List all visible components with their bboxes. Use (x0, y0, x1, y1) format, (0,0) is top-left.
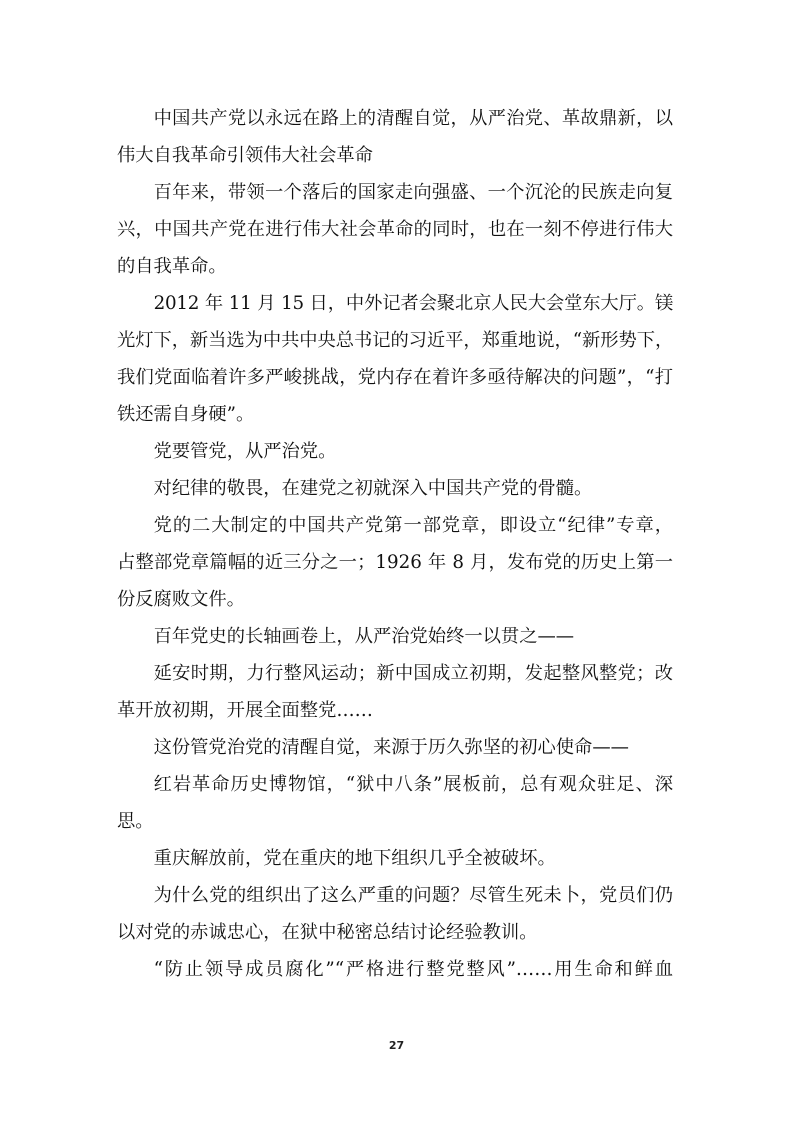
text-line: 以对党的赤诚忠心，在狱中秘密总结讨论经验教训。 (117, 922, 538, 943)
text-line: 党要管党，从严治党。 (153, 441, 337, 462)
text-line: 的自我革命。 (117, 256, 227, 277)
text-line: 为什么党的组织出了这么严重的问题？尽管生死未卜，党员们仍 (153, 885, 673, 906)
paragraph-title (117, 100, 673, 174)
text-line: 份反腐败文件。 (117, 589, 245, 610)
text-line: 延安时期，力行整风运动；新中国成立初期，发起整风整党；改 (153, 663, 673, 684)
text-line: 兴，中国共产党在进行伟大社会革命的同时，也在一刻不停进行伟大 (117, 219, 673, 240)
paragraph (117, 729, 673, 766)
text-line: 占整部党章篇幅的近三分之一；1926 年 8 月，发布党的历史上第一 (117, 552, 673, 573)
paragraph-continued (117, 951, 673, 988)
paragraph (117, 618, 673, 655)
paragraph (117, 433, 673, 470)
paragraph (117, 655, 673, 729)
body-text (117, 100, 673, 988)
text-line: 对纪律的敬畏，在建党之初就深入中国共产党的骨髓。 (153, 478, 593, 499)
paragraph (117, 766, 673, 840)
text-line: 百年来，带领一个落后的国家走向强盛、一个沉沦的民族走向复 (153, 182, 673, 203)
text-line: 党的二大制定的中国共产党第一部党章，即设立“纪律”专章， (153, 515, 673, 536)
paragraph (117, 285, 673, 433)
text-line: 百年党史的长轴画卷上，从严治党始终一以贯之—— (153, 626, 575, 647)
text-line: “防止领导成员腐化”“严格进行整党整风”……用生命和鲜血 (153, 959, 673, 980)
text-line: 2012 年 11 月 15 日，中外记者会聚北京人民大会堂东大厅。镁 (153, 293, 673, 314)
paragraph (117, 840, 673, 877)
text-line: 铁还需自身硬”。 (117, 404, 255, 425)
text-line: 这份管党治党的清醒自觉，来源于历久弥坚的初心使命—— (153, 737, 629, 758)
page-number: 27 (388, 1039, 405, 1052)
text-line: 中国共产党以永远在路上的清醒自觉，从严治党、革故鼎新，以 (153, 108, 673, 129)
text-line: 思。 (117, 811, 154, 832)
paragraph (117, 877, 673, 951)
text-line: 我们党面临着许多严峻挑战，党内存在着许多亟待解决的问题”，“打 (117, 367, 673, 388)
text-line: 光灯下，新当选为中共中央总书记的习近平，郑重地说，“新形势下， (117, 330, 673, 351)
text-line: 伟大自我革命引领伟大社会革命 (117, 145, 373, 166)
text-line: 红岩革命历史博物馆，“狱中八条”展板前，总有观众驻足、深 (153, 774, 673, 795)
text-line: 革开放初期，开展全面整党…… (117, 700, 373, 721)
paragraph (117, 507, 673, 618)
paragraph (117, 470, 673, 507)
text-line: 重庆解放前，党在重庆的地下组织几乎全被破坏。 (153, 848, 556, 869)
paragraph (117, 174, 673, 285)
